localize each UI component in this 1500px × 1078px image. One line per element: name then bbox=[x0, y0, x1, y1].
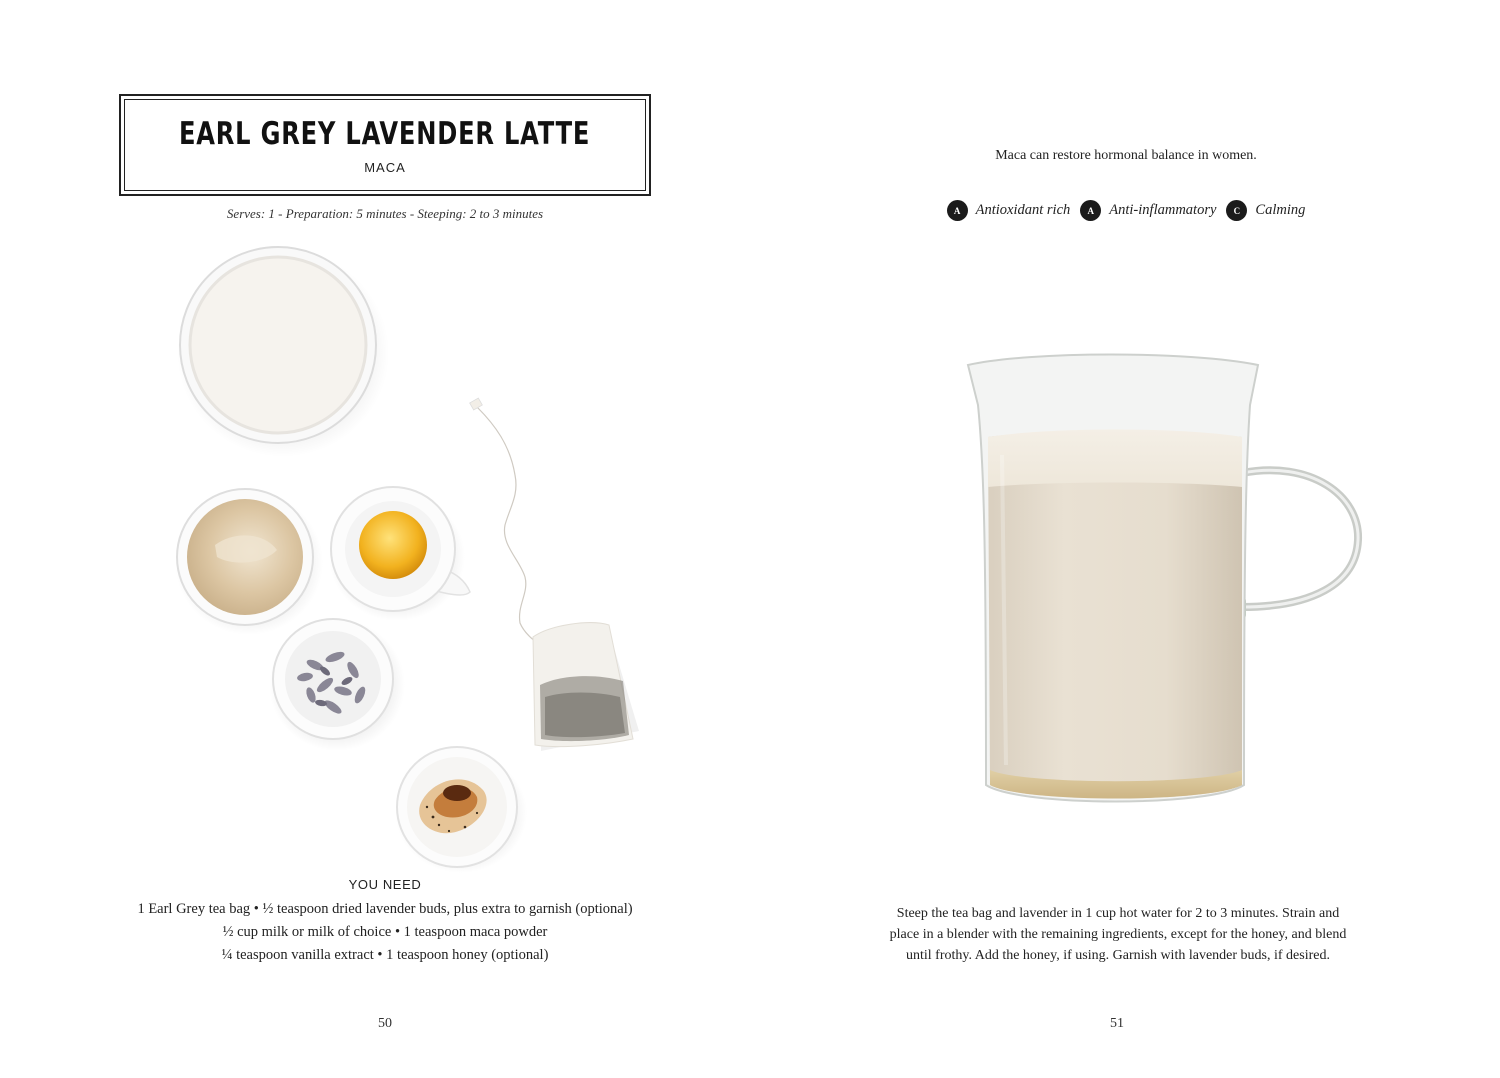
vanilla-dish bbox=[395, 747, 527, 873]
badge-letter-icon: A bbox=[947, 200, 968, 221]
ingredient-line: ½ cup milk or milk of choice • 1 teaspoon maca powder bbox=[222, 924, 548, 940]
honey-bowl bbox=[329, 487, 470, 621]
benefit-text: Maca can restore hormonal balance in women. bbox=[995, 148, 1257, 163]
page-number-left: 50 bbox=[378, 1016, 392, 1031]
badge-label: Calming bbox=[1255, 202, 1306, 218]
mug-handle bbox=[1242, 470, 1358, 607]
latte-foam bbox=[988, 430, 1242, 488]
method-line: Steep the tea bag and lavender in 1 cup hot water for 2 to 3 minutes. Strain and bbox=[896, 906, 1340, 921]
badge-anti-inflammatory bbox=[1080, 200, 1216, 221]
badge-label: Antioxidant rich bbox=[975, 202, 1071, 218]
right-page bbox=[760, 0, 1500, 1078]
tea-bag bbox=[533, 623, 639, 751]
method-text bbox=[840, 903, 1396, 966]
method-line: place in a blender with the remaining ingredients, except for the honey, and blend bbox=[889, 927, 1347, 942]
tea-bag-string bbox=[477, 407, 547, 650]
milk-glass bbox=[177, 247, 389, 457]
badge-calming bbox=[1226, 200, 1305, 221]
badge-label: Anti-inflammatory bbox=[1109, 202, 1217, 218]
lavender-bowl bbox=[269, 619, 405, 751]
badge-letter-icon: A bbox=[1080, 200, 1101, 221]
recipe-title-box bbox=[119, 94, 651, 196]
badge-antioxidant bbox=[947, 200, 1071, 221]
ingredients-photo bbox=[165, 245, 645, 885]
maca-powder-bowl bbox=[175, 489, 323, 635]
benefit-badges bbox=[760, 200, 1492, 221]
tea-tag bbox=[470, 398, 483, 410]
latte-liquid bbox=[988, 431, 1242, 799]
ingredient-list bbox=[100, 898, 670, 967]
ingredient-line: 1 Earl Grey tea bag • ½ teaspoon dried lavender buds, plus extra to garnish (optional) bbox=[137, 901, 633, 917]
recipe-title: EARL GREY LAVENDER LATTE bbox=[179, 115, 591, 152]
ingredient-line: ¼ teaspoon vanilla extract • 1 teaspoon honey (optional) bbox=[221, 947, 549, 963]
recipe-subtitle: MACA bbox=[364, 159, 406, 175]
recipe-meta: Serves: 1 - Preparation: 5 minutes - Steeping: 2 to 3 minutes bbox=[226, 206, 544, 221]
you-need-heading: YOU NEED bbox=[348, 877, 422, 892]
recipe-title-box-inner bbox=[124, 99, 646, 191]
method-line: until frothy. Add the honey, if using. Garnish with lavender buds, if desired. bbox=[906, 948, 1330, 963]
badge-letter-icon: C bbox=[1226, 200, 1247, 221]
latte-mug-photo bbox=[950, 345, 1370, 815]
page-number-right: 51 bbox=[1110, 1016, 1124, 1031]
